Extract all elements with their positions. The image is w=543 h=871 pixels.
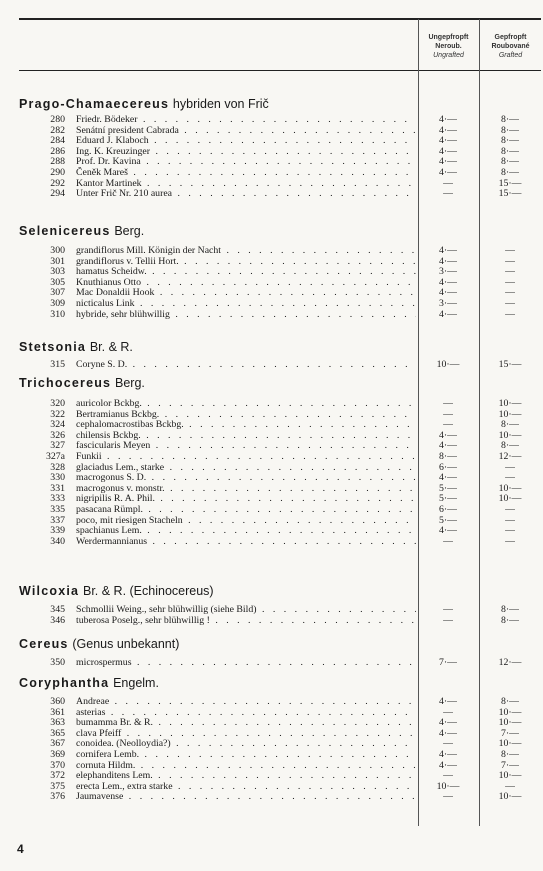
entry-name: bumamma Br. & R. . . . <box>76 717 416 728</box>
entry-number: 327 <box>50 440 65 452</box>
entry-number: 282 <box>50 124 65 136</box>
entry-name: Kantor Martinek . . . <box>76 178 416 189</box>
entry-number: 372 <box>50 770 65 782</box>
catalog-row <box>0 440 543 451</box>
entry-number: 376 <box>50 791 65 803</box>
price-grafted: 8·— <box>501 145 519 157</box>
catalog-row <box>0 256 543 267</box>
genus-name: Coryphantha <box>19 676 110 690</box>
price-ungrafted: 4·— <box>439 287 457 299</box>
price-grafted: — <box>505 525 515 537</box>
entry-number: 339 <box>50 525 65 537</box>
header-grafted-line1: Gepfropft <box>494 34 527 41</box>
price-grafted: 8·— <box>501 124 519 136</box>
catalog-row <box>0 604 543 615</box>
entry-number: 375 <box>50 780 65 792</box>
entry-number: 350 <box>50 657 65 668</box>
price-ungrafted: 7·— <box>439 657 457 668</box>
entry-name: Knuthianus Otto . . . <box>76 277 416 288</box>
price-grafted: 10·— <box>498 791 522 803</box>
genus-name: Stetsonia <box>19 340 87 354</box>
price-grafted: 8·— <box>501 749 519 760</box>
entry-name: Mac Donaldii Hook . . . <box>76 287 416 298</box>
price-grafted: — <box>505 514 515 526</box>
entry-name: macrogonus v. monstr. . . . <box>76 483 416 494</box>
price-ungrafted: — <box>443 604 453 615</box>
price-grafted: 8·— <box>501 135 519 147</box>
price-grafted: 8·— <box>501 114 519 125</box>
header-ungrafted-line2: Neroub. <box>435 43 462 50</box>
entry-number: 324 <box>50 419 65 431</box>
entry-number: 340 <box>50 535 65 547</box>
catalog-row <box>0 298 543 309</box>
entry-name: hamatus Scheidw. . . . <box>76 266 416 277</box>
genus-name: Wilcoxia <box>19 584 80 598</box>
catalog-row <box>0 728 543 739</box>
price-ungrafted: 4·— <box>439 276 457 288</box>
price-ungrafted: — <box>443 188 453 200</box>
catalog-row <box>0 749 543 760</box>
price-grafted: — <box>505 308 515 320</box>
catalog-row <box>0 472 543 483</box>
catalog-row <box>0 178 543 189</box>
price-ungrafted: 4·— <box>439 696 457 707</box>
price-ungrafted: — <box>443 738 453 750</box>
entry-name: poco, mit riesigen Stacheln . . . <box>76 515 416 526</box>
entry-name: fascicularis Meyen . . . <box>76 440 416 451</box>
price-ungrafted: 4·— <box>439 525 457 537</box>
entry-name: Werdermannianus . . . <box>76 536 416 547</box>
price-grafted: 10·— <box>498 429 522 441</box>
entry-name: Jaumavense . . . <box>76 791 416 802</box>
price-grafted: 8·— <box>501 156 519 168</box>
genus-name: Prago-Chamaecereus <box>19 97 170 111</box>
entry-name: Coryne S. D. . . . <box>76 359 416 370</box>
price-ungrafted: 4·— <box>439 124 457 136</box>
entry-name: grandiflorus v. Tellii Hort. . . . <box>76 256 416 267</box>
price-grafted: — <box>505 287 515 299</box>
page-number: 4 <box>17 842 24 856</box>
genus-author: hybriden von Frič <box>172 97 269 111</box>
entry-number: 294 <box>50 188 65 200</box>
entry-number: 307 <box>50 287 65 299</box>
price-ungrafted: 4·— <box>439 145 457 157</box>
top-rule <box>19 18 541 20</box>
price-ungrafted: 4·— <box>439 727 457 739</box>
price-ungrafted: 4·— <box>439 308 457 320</box>
catalog-row <box>0 515 543 526</box>
entry-number: 360 <box>50 696 65 707</box>
price-grafted: — <box>505 298 515 309</box>
entry-number: 337 <box>50 514 65 526</box>
price-ungrafted: — <box>443 706 453 718</box>
price-grafted: 12·— <box>498 657 522 668</box>
entry-name: microspermus . . . <box>76 657 416 668</box>
catalog-row <box>0 493 543 504</box>
catalog-row <box>0 398 543 409</box>
price-ungrafted: 4·— <box>439 717 457 729</box>
catalog-row <box>0 266 543 277</box>
header-rule <box>19 70 541 71</box>
price-ungrafted: 4·— <box>439 429 457 441</box>
category-heading <box>19 637 179 651</box>
price-ungrafted: — <box>443 535 453 547</box>
entry-name: macrogonus S. D. . . . <box>76 472 416 483</box>
entry-number: 345 <box>50 604 65 615</box>
catalog-row <box>0 536 543 547</box>
header-grafted <box>480 33 541 60</box>
entry-name: Funkii . . . <box>76 451 416 462</box>
entry-name: Ing. K. Kreuzinger . . . <box>76 146 416 157</box>
catalog-row <box>0 791 543 802</box>
price-grafted: 15·— <box>498 177 522 189</box>
entry-name: cornuta Hildm. . . . <box>76 760 416 771</box>
catalog-row <box>0 114 543 125</box>
entry-name: conoidea. (Neolloydia?) . . . <box>76 738 416 749</box>
entry-name: cornifera Lemb. . . . <box>76 749 416 760</box>
price-ungrafted: 10·— <box>436 780 460 792</box>
entry-number: 369 <box>50 749 65 760</box>
price-ungrafted: 5·— <box>439 482 457 494</box>
catalog-row <box>0 245 543 256</box>
catalog-row <box>0 525 543 536</box>
entry-name: hybride, sehr blühwillig . . . <box>76 309 416 320</box>
entry-name: glaciadus Lem., starke . . . <box>76 462 416 473</box>
price-grafted: 8·— <box>501 604 519 615</box>
catalog-row <box>0 717 543 728</box>
price-ungrafted: — <box>443 177 453 189</box>
catalog-row <box>0 451 543 462</box>
entry-name: Schmollii Weing., sehr blühwillig (siehe Bild) . . . <box>76 604 416 615</box>
catalog-row <box>0 615 543 626</box>
entry-name: grandiflorus Mill. Königin der Nacht . . . <box>76 245 416 256</box>
catalog-row <box>0 135 543 146</box>
price-ungrafted: — <box>443 419 453 431</box>
genus-name: Selenicereus <box>19 224 111 238</box>
genus-author: Engelm. <box>113 676 159 690</box>
category-heading <box>19 584 214 598</box>
catalog-row <box>0 657 543 668</box>
entry-number: 327a <box>45 451 65 462</box>
entry-number: 292 <box>50 177 65 189</box>
entry-number: 305 <box>50 276 65 288</box>
catalog-row <box>0 504 543 515</box>
header-ungrafted <box>418 33 479 60</box>
category-heading <box>19 376 145 390</box>
price-ungrafted: — <box>443 614 453 626</box>
price-ungrafted: 6·— <box>439 461 457 473</box>
price-ungrafted: 5·— <box>439 493 457 505</box>
header-ungrafted-line1: Ungepfropft <box>428 34 469 41</box>
entry-name: asterias . . . <box>76 707 416 718</box>
entry-number: 330 <box>50 472 65 484</box>
price-grafted: 10·— <box>498 706 522 718</box>
price-ungrafted: — <box>443 770 453 782</box>
price-grafted: — <box>505 461 515 473</box>
price-grafted: 10·— <box>498 770 522 782</box>
header-ungrafted-line3: Ungrafted <box>433 52 464 59</box>
price-ungrafted: — <box>443 398 453 409</box>
price-grafted: 15·— <box>498 188 522 200</box>
entry-name: nicticalus Link . . . <box>76 298 416 309</box>
catalog-row <box>0 483 543 494</box>
price-ungrafted: 4·— <box>439 114 457 125</box>
catalog-row <box>0 359 543 370</box>
price-grafted: 8·— <box>501 167 519 178</box>
entry-number: 346 <box>50 614 65 626</box>
price-ungrafted: 4·— <box>439 255 457 267</box>
price-grafted: — <box>505 266 515 278</box>
price-grafted: 10·— <box>498 717 522 729</box>
price-ungrafted: 4·— <box>439 167 457 178</box>
entry-number: 331 <box>50 482 65 494</box>
price-ungrafted: 4·— <box>439 759 457 771</box>
genus-name: Trichocereus <box>19 376 112 390</box>
price-ungrafted: 3·— <box>439 266 457 278</box>
catalog-row <box>0 707 543 718</box>
catalog-row <box>0 760 543 771</box>
entry-name: pasacana Rümpl. . . . <box>76 504 416 515</box>
catalog-row <box>0 309 543 320</box>
price-grafted: 8·— <box>501 440 519 452</box>
price-grafted: — <box>505 472 515 484</box>
price-grafted: 8·— <box>501 696 519 707</box>
price-ungrafted: 3·— <box>439 298 457 309</box>
price-ungrafted: 4·— <box>439 245 457 256</box>
entry-number: 370 <box>50 759 65 771</box>
entry-number: 303 <box>50 266 65 278</box>
catalog-row <box>0 409 543 420</box>
entry-number: 363 <box>50 717 65 729</box>
entry-number: 310 <box>50 308 65 320</box>
entry-number: 280 <box>50 114 65 125</box>
price-grafted: 10·— <box>498 398 522 409</box>
entry-name: elephanditens Lem. . . . <box>76 770 416 781</box>
price-ungrafted: 8·— <box>439 451 457 462</box>
price-ungrafted: 10·— <box>436 359 460 370</box>
entry-name: nigripilis R. A. Phil. . . . <box>76 493 416 504</box>
price-grafted: 7·— <box>501 759 519 771</box>
entry-number: 367 <box>50 738 65 750</box>
entry-number: 286 <box>50 145 65 157</box>
price-grafted: — <box>505 276 515 288</box>
price-grafted: — <box>505 245 515 256</box>
entry-number: 315 <box>50 359 65 370</box>
price-grafted: 8·— <box>501 419 519 431</box>
entry-number: 326 <box>50 429 65 441</box>
price-grafted: — <box>505 780 515 792</box>
entry-number: 290 <box>50 167 65 178</box>
category-heading <box>19 97 269 111</box>
entry-name: Eduard J. Klaboch . . . <box>76 135 416 146</box>
catalog-row <box>0 430 543 441</box>
catalog-row <box>0 696 543 707</box>
price-grafted: — <box>505 535 515 547</box>
entry-number: 284 <box>50 135 65 147</box>
price-grafted: 10·— <box>498 493 522 505</box>
catalog-row <box>0 188 543 199</box>
entry-name: erecta Lem., extra starke . . . <box>76 781 416 792</box>
catalog-row <box>0 167 543 178</box>
entry-name: Andreae . . . <box>76 696 416 707</box>
genus-name: Cereus <box>19 637 69 651</box>
catalog-row <box>0 419 543 430</box>
price-grafted: 7·— <box>501 727 519 739</box>
price-ungrafted: 5·— <box>439 514 457 526</box>
entry-name: spachianus Lem. . . . <box>76 525 416 536</box>
entry-number: 365 <box>50 727 65 739</box>
entry-number: 288 <box>50 156 65 168</box>
catalog-row <box>0 277 543 288</box>
catalog-row <box>0 125 543 136</box>
catalog-row <box>0 770 543 781</box>
entry-name: Prof. Dr. Kavina . . . <box>76 156 416 167</box>
genus-author: Berg. <box>114 224 145 238</box>
entry-name: Friedr. Bödeker . . . <box>76 114 416 125</box>
price-ungrafted: 4·— <box>439 440 457 452</box>
price-ungrafted: — <box>443 791 453 803</box>
price-grafted: 15·— <box>498 359 522 370</box>
price-ungrafted: — <box>443 408 453 420</box>
price-ungrafted: 4·— <box>439 472 457 484</box>
entry-number: 301 <box>50 255 65 267</box>
entry-name: Bertramianus Bckbg. . . . <box>76 409 416 420</box>
category-heading <box>19 676 159 690</box>
entry-number: 300 <box>50 245 65 256</box>
entry-name: chilensis Bckbg. . . . <box>76 430 416 441</box>
entry-name: auricolor Bckbg. . . . <box>76 398 416 409</box>
price-ungrafted: 4·— <box>439 156 457 168</box>
catalog-row <box>0 156 543 167</box>
price-ungrafted: 4·— <box>439 135 457 147</box>
price-grafted: — <box>505 504 515 515</box>
genus-author: (Genus unbekannt) <box>72 637 180 651</box>
entry-name: Unter Frič Nr. 210 aurea . . . <box>76 188 416 199</box>
entry-number: 335 <box>50 504 65 515</box>
price-grafted: 12·— <box>498 451 522 462</box>
genus-author: Br. & R. (Echinocereus) <box>82 584 214 598</box>
entry-name: tuberosa Poselg., sehr blühwillig ! . . . <box>76 615 416 626</box>
genus-author: Br. & R. <box>89 340 133 354</box>
entry-name: cephalomacrostibas Bckbg. . . . <box>76 419 416 430</box>
entry-name: clava Pfeiff . . . <box>76 728 416 739</box>
price-ungrafted: 4·— <box>439 749 457 760</box>
catalog-row <box>0 781 543 792</box>
entry-name: Čeněk Mareš . . . <box>76 167 416 178</box>
entry-number: 309 <box>50 298 65 309</box>
genus-author: Berg. <box>115 376 145 390</box>
catalog-row <box>0 738 543 749</box>
entry-number: 328 <box>50 461 65 473</box>
category-heading <box>19 224 144 238</box>
price-ungrafted: 6·— <box>439 504 457 515</box>
entry-number: 333 <box>50 493 65 505</box>
header-grafted-line3: Grafted <box>498 52 523 59</box>
entry-number: 322 <box>50 408 65 420</box>
entry-name: Senátní president Cabrada . . . <box>76 125 416 136</box>
entry-number: 320 <box>50 398 65 409</box>
catalog-row <box>0 287 543 298</box>
price-grafted: 10·— <box>498 408 522 420</box>
catalog-row <box>0 462 543 473</box>
price-grafted: 10·— <box>498 738 522 750</box>
category-heading <box>19 340 133 354</box>
price-grafted: 10·— <box>498 482 522 494</box>
catalog-row <box>0 146 543 157</box>
price-grafted: 8·— <box>501 614 519 626</box>
price-grafted: — <box>505 255 515 267</box>
entry-number: 361 <box>50 706 65 718</box>
header-grafted-line2: Roubované <box>491 43 530 50</box>
